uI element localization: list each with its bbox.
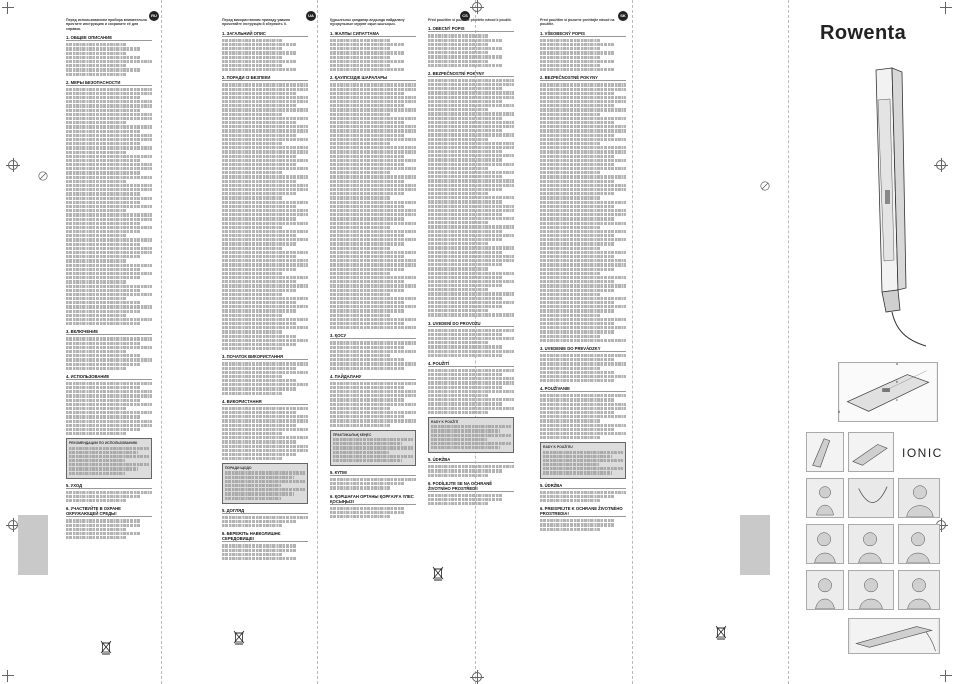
weee-bin-icon bbox=[100, 640, 112, 655]
crop-mark bbox=[2, 2, 14, 14]
crop-mark bbox=[2, 670, 14, 682]
fold-line bbox=[317, 0, 318, 684]
registration-mark bbox=[8, 520, 18, 530]
tips-box: РЕКОМЕНДАЦИИ ПО ИСПОЛЬЗОВАНИЮ bbox=[66, 438, 152, 479]
language-badge: CS bbox=[460, 11, 470, 21]
section-title: 4. ВИКОРИСТАННЯ bbox=[222, 399, 308, 405]
section-title: 1. ЖАЛПЫ СИПАТТАМА bbox=[330, 31, 416, 37]
no-water-icon bbox=[760, 178, 770, 188]
intro-text: Перед використанням приладу уважно прочитайте інструкцію й збережіть її. bbox=[222, 18, 291, 27]
section-title: 5. ДОГЛЯД bbox=[222, 508, 308, 514]
usage-photo bbox=[848, 478, 894, 518]
section-title: 3. UVEDENÍ DO PROVOZU bbox=[428, 321, 514, 327]
usage-photo bbox=[806, 432, 844, 472]
column-ru bbox=[66, 18, 152, 540]
section-title: 5. КҮТІМ bbox=[330, 470, 416, 476]
section-title: 2. ПОРАДИ ІЗ БЕЗПЕКИ bbox=[222, 75, 308, 81]
figure-label: c bbox=[896, 398, 898, 402]
section-title: 1. VŠEOBECNÝ POPIS bbox=[540, 31, 626, 37]
registration-mark bbox=[472, 2, 482, 12]
section-title: 1. OBECNÝ POPIS bbox=[428, 26, 514, 32]
fold-line bbox=[161, 0, 162, 684]
weee-bin-icon bbox=[715, 625, 727, 640]
usage-photo bbox=[898, 570, 940, 610]
language-badge: RU bbox=[149, 11, 159, 21]
section-title: 6. PODÍLEJTE SE NA OCHRANĚ ŽIVOTNÍHO PROSTŘEDÍ! bbox=[428, 481, 514, 492]
section-title: 6. БЕРЕЖІТЬ НАВКОЛИШНЄ СЕРЕДОВИЩЕ! bbox=[222, 531, 308, 542]
section-title: 3. ПОЧАТОК ВИКОРИСТАННЯ bbox=[222, 354, 308, 360]
section-title: 6. ҚОРШАҒАН ОРТАНЫ ҚОРҒАУҒА ҮЛЕС ҚОСЫҢЫЗ! bbox=[330, 494, 416, 505]
detail-diagram bbox=[838, 362, 938, 422]
brand-logo: Rowenta bbox=[820, 22, 907, 44]
usage-photo bbox=[806, 524, 844, 564]
column-cs bbox=[428, 18, 514, 506]
language-badge: UA bbox=[306, 11, 316, 21]
intro-text: Құрылғыны қолданар алдында пайдалану нұсқаулығын мұқият оқып шығыңыз. bbox=[330, 18, 405, 27]
usage-photo bbox=[848, 432, 894, 472]
section-title: 4. POUŽITÍ bbox=[428, 361, 514, 367]
section-title: 2. МЕРЫ БЕЗОПАСНОСТИ bbox=[66, 80, 152, 86]
no-water-icon bbox=[38, 168, 48, 178]
section-title: 1. ОБЩЕЕ ОПИСАНИЕ bbox=[66, 35, 152, 41]
usage-photo bbox=[898, 524, 940, 564]
storage-illustration bbox=[848, 618, 940, 654]
tips-box: RADY K POUŽITIU bbox=[540, 442, 626, 478]
usage-photo bbox=[806, 478, 844, 518]
column-sk bbox=[540, 18, 626, 532]
section-title: 4. ИСПОЛЬЗОВАНИЕ bbox=[66, 374, 152, 380]
section-title: 3. ҚОСУ bbox=[330, 333, 416, 339]
ionic-label: IONIC bbox=[902, 446, 943, 460]
intro-text: Pred použitím si pozorne prečítajte návod na použitie. bbox=[540, 18, 615, 27]
section-title: 5. ÚDRŽBA bbox=[540, 483, 626, 489]
figure-label: b bbox=[896, 380, 898, 384]
section-title: 3. ВКЛЮЧЕНИЕ bbox=[66, 329, 152, 335]
tips-box: ПОРАДИ ЩОДО bbox=[222, 463, 308, 504]
section-title: 1. ЗАГАЛЬНИЙ ОПИС bbox=[222, 31, 308, 37]
section-title: 2. ҚАУІПСІЗДІК ШАРАЛАРЫ bbox=[330, 75, 416, 81]
fold-line bbox=[632, 0, 633, 684]
figure-label: d bbox=[838, 410, 840, 414]
usage-photo bbox=[848, 524, 894, 564]
usage-photo bbox=[898, 478, 940, 518]
column-ua bbox=[222, 18, 308, 561]
section-title: 2. BEZPEČNOSTNÉ POKYNY bbox=[540, 75, 626, 81]
section-title: 3. UVEDENIE DO PREVÁDZKY bbox=[540, 346, 626, 352]
column-kz bbox=[330, 18, 416, 519]
straightener-illustration bbox=[836, 60, 932, 350]
section-title: 6. УЧАСТВУЙТЕ В ОХРАНЕ ОКРУЖАЮЩЕЙ СРЕДЫ! bbox=[66, 506, 152, 517]
weee-bin-icon bbox=[233, 630, 245, 645]
registration-mark bbox=[8, 160, 18, 170]
grey-tab bbox=[18, 515, 48, 575]
intro-text: Перед использованием прибора внимательно прочтите инструкцию и сохраните её для справок. bbox=[66, 18, 147, 31]
figure-label: a bbox=[896, 362, 898, 366]
weee-bin-icon bbox=[432, 566, 444, 581]
registration-mark bbox=[472, 672, 482, 682]
section-title: 5. УХОД bbox=[66, 483, 152, 489]
section-title: 2. BEZPEČNOSTNÍ POKYNY bbox=[428, 71, 514, 77]
section-title: 6. PREISPEJTE K OCHRANE ŽIVOTNÉHO PROSTREDIA! bbox=[540, 506, 626, 517]
section-title: 4. POUŽÍVANIE bbox=[540, 386, 626, 392]
section-title: 4. ПАЙДАЛАНУ bbox=[330, 374, 416, 380]
usage-photo bbox=[806, 570, 844, 610]
intro-text: Před použitím si pozorně přečtěte návod k použití. bbox=[428, 18, 512, 22]
language-badge: SK bbox=[618, 11, 628, 21]
tips-box: RADY K POUŽITÍ bbox=[428, 417, 514, 453]
grey-tab bbox=[740, 515, 770, 575]
tips-box: ПРАКТИКАЛЫҚ КЕҢЕС bbox=[330, 430, 416, 466]
usage-photo bbox=[848, 570, 894, 610]
section-title: 5. ÚDRŽBA bbox=[428, 457, 514, 463]
